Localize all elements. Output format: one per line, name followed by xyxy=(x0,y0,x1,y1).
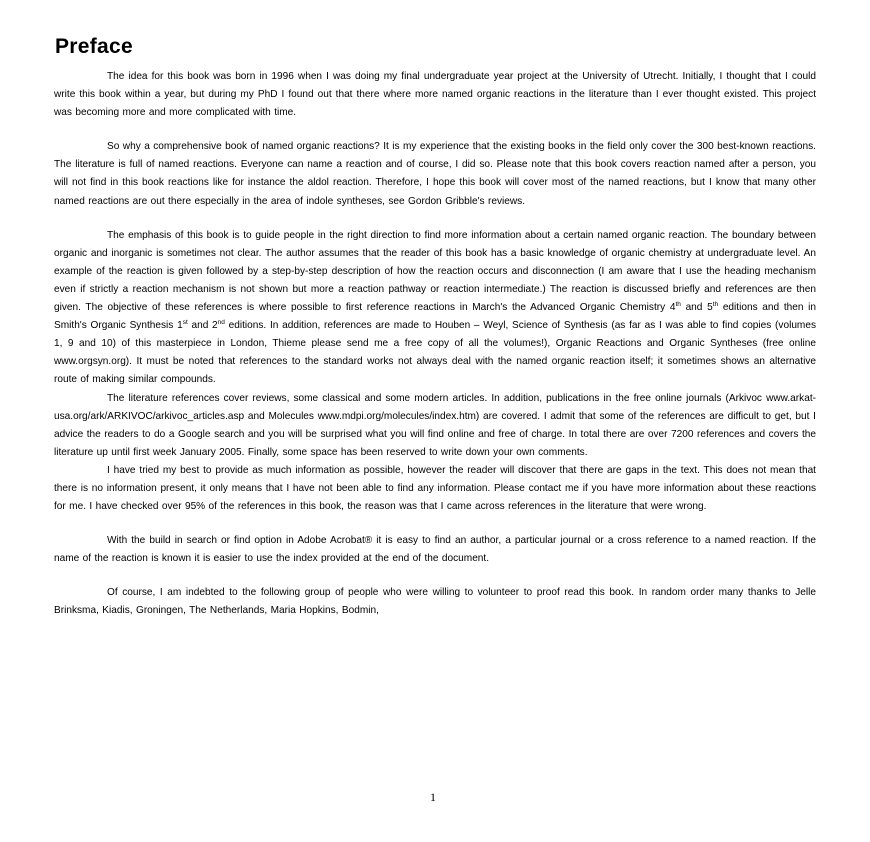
paragraph-3-part-c: editions and then in Smith's Organic Synthesis 1 xyxy=(54,302,817,332)
paragraph-4: The literature references cover reviews, some classical and some modern articles. In addition, publications in the free online journals (Arkivoc www.arkat-usa.org/ark/ARKIVOC/arkivoc_articles.asp and Molecules www.mdpi.org/molecules/index.htm) are covered. I admit that some of the references are difficult to get, but I advice the readers to do a Google search and you will be surprised what you will find online and free of charge. In total there are over 7200 references and covers the literature up until first week January 2005. Finally, some space has been reserved to write down your own comments. xyxy=(54,392,816,458)
page-number: 1 xyxy=(430,790,436,804)
paragraph-3-part-e: editions. In addition, references are made to Houben – Weyl, Science of Synthesis (as far as I was able to find copies (volumes 1, 9 and 10) of this masterpiece in London, Thieme please send me a free copy of all the volumes!), Organic Reactions and Organic Syntheses (free online www.orgsyn.org). It must be noted that references to the standard works not always deal with the named organic reaction itself; it sometimes shows an alternative route of making similar compounds. xyxy=(54,320,816,386)
paragraph-7: Of course, I am indebted to the following group of people who were willing to volunteer to proof read this book. In random order many thanks to Jelle Brinksma, Kiadis, Groningen, The Netherlands, Maria Hopkins, Bodmin, xyxy=(54,587,816,617)
paragraph-3-part-d: and 2 xyxy=(187,320,218,332)
superscript-th-2: th xyxy=(712,301,719,309)
superscript-th-1: th xyxy=(675,301,681,309)
preface-body xyxy=(54,68,816,621)
paragraph-1: The idea for this book was born in 1996 when I was doing my final undergraduate year project at the University of Utrecht. Initially, I thought that I could write this book within a year, but during my PhD I found out that there where more named organic reactions in the literature than I ever thought existed. This project was becoming more and more complicated with time. xyxy=(54,71,816,119)
paragraph-5: I have tried my best to provide as much information as possible, however the reader will discover that there are gaps in the text. This does not mean that there is no information present, it only means that I have not been able to find any information. Please contact me if you have more information about these reactions for me. I have checked over 95% of the references in this book, the reason was that I came across references in the literature that were wrong. xyxy=(54,464,816,513)
paragraph-3-part-b: and 5 xyxy=(680,302,713,314)
superscript-st: st xyxy=(182,319,188,327)
paragraph-2: So why a comprehensive book of named organic reactions? It is my experience that the existing books in the field only cover the 300 best-known reactions. The literature is full of named reactions. Everyone can name a reaction and of course, I did so. Please note that this book covers reaction named after a person, you will not find in this book reactions like for instance the aldol reaction. Therefore, I hope this book will cover most of the named reactions, but I know that many other named reactions are out there especially in the area of indole syntheses, see Gordon Gribble's reviews. xyxy=(54,141,816,207)
superscript-nd: nd xyxy=(217,319,225,327)
document-page xyxy=(54,0,816,842)
paragraph-3 xyxy=(54,227,816,390)
paragraph-3-part-a: The emphasis of this book is to guide people in the right direction to find more information about a certain named organic reaction. The boundary between organic and inorganic is sometimes not clear. The author assumes that the reader of this book has a basic knowledge of organic chemistry at undergraduate level. An example of the reaction is given followed by a step-by-step description of how the reaction occurs and disconnection (I am aware that I use the heading mechanism even if strictly a reaction mechanism is not shown but more a reaction pathway or reaction intermediate.) The reaction is discussed briefly and references are then given. The objective of these references is where possible to first reference reactions in March's the Advanced Organic Chemistry 4 xyxy=(54,229,816,314)
paragraph-6: With the build in search or find option in Adobe Acrobat® it is easy to find an author, a particular journal or a cross reference to a named reaction. If the name of the reaction is known it is easier to use the index provided at the end of the document. xyxy=(54,535,816,565)
page-title: Preface xyxy=(55,35,133,58)
